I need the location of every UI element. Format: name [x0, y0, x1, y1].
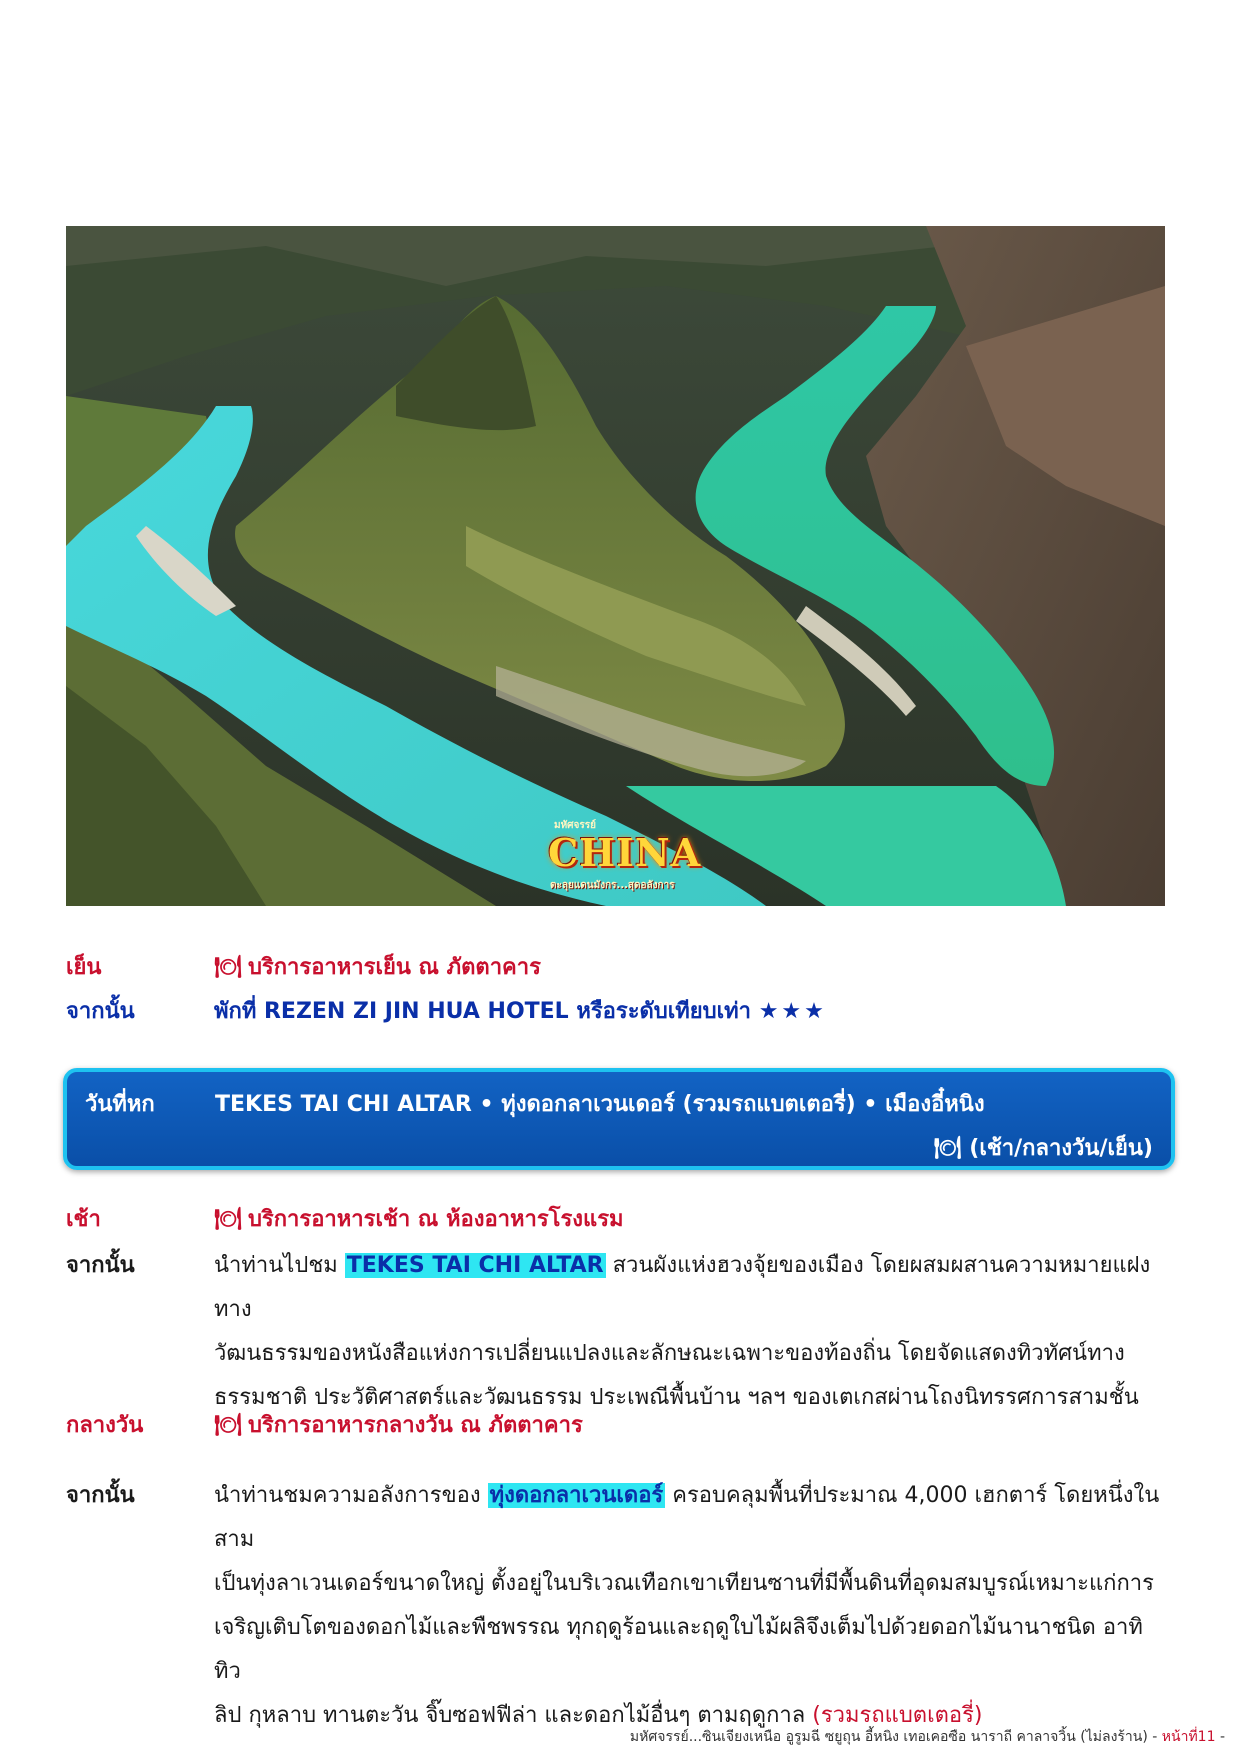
page-number: หน้าที่11 — [1161, 1729, 1216, 1745]
lavender-prefix: นำท่านชมความอลังการของ — [214, 1483, 481, 1508]
lavender-highlight: ทุ่งดอกลาเวนเดอร์ — [489, 1483, 664, 1508]
altar-line-2: วัฒนธรรมของหนังสือแห่งการเปลี่ยนแปลงและลักษณะเฉพาะของท้องถิ่น โดยจัดแสดงทิวทัศน์ทาง — [214, 1341, 1125, 1366]
lavender-line-1 — [214, 1474, 1176, 1562]
altar-line-3: ธรรมชาติ ประวัติศาสตร์และวัฒนธรรม ประเพณีพื้นบ้าน ฯลฯ ของเตเกสผ่านโถงนิทรรศการสามชั้น — [214, 1385, 1139, 1410]
lavender-visit-label: จากนั้น — [66, 1483, 135, 1508]
footer-text: มหัศจรรย์...ซินเจียงเหนือ อูรูมฉี ซยูถุน อี้หนิง เทอเคอซือ นาราถี คาลาจวิ้น (ไม่ลงร้าน) - — [629, 1729, 1158, 1745]
lavender-line-2: เป็นทุ่งลาเวนเดอร์ขนาดใหญ่ ตั้งอยู่ในบริเวณเทือกเขาเทียนซานที่มีพื้นดินที่อุดมสมบูรณ์เหมาะแก่การ — [214, 1571, 1154, 1596]
hotel-content — [214, 990, 1176, 1034]
hero-photo — [66, 226, 1165, 906]
altar-highlight: TEKES TAI CHI ALTAR — [346, 1253, 604, 1278]
star-rating-icon: ★★★ — [758, 999, 827, 1024]
plate-cutlery-icon: 🍽 — [214, 1413, 242, 1438]
dinner-text: บริการอาหารเย็น ณ ภัตตาคาร — [247, 955, 541, 980]
day-route: TEKES TAI CHI ALTAR • ทุ่งดอกลาเวนเดอร์ (รวมรถแบตเตอรี่) • เมืองอี๋หนิง — [215, 1092, 985, 1117]
plate-cutlery-icon: 🍽 — [933, 1136, 962, 1161]
dinner-content — [214, 946, 1176, 990]
altar-prefix: นำท่านไปชม — [214, 1253, 338, 1278]
lunch-label: กลางวัน — [66, 1413, 144, 1438]
logo-bottom-text: ตะลุยแดนมังกร...สุดอลังการ — [550, 880, 675, 891]
altar-visit-content — [214, 1244, 1176, 1420]
footer-dash: - — [1219, 1729, 1225, 1745]
breakfast-content — [214, 1198, 1176, 1242]
logo-top-text: มหัศจรรย์ — [554, 820, 596, 831]
battery-car-note: (รวมรถแบตเตอรี่) — [812, 1703, 983, 1728]
day-label: วันที่หก — [85, 1092, 155, 1117]
breakfast-text: บริการอาหารเช้า ณ ห้องอาหารโรงแรม — [247, 1207, 624, 1232]
altar-line-1-rest: สวนผังแห่งฮวงจุ้ยของเมือง โดยผสมผสานความหมายแฝงทาง — [214, 1253, 1151, 1322]
day-six-banner — [63, 1068, 1175, 1170]
lunch-text: บริการอาหารกลางวัน ณ ภัตตาคาร — [247, 1413, 583, 1438]
lavender-line-3: เจริญเติบโตของดอกไม้และพืชพรรณ ทุกฤดูร้อนและฤดูใบไม้ผลิจึงเต็มไปด้วยดอกไม้นานาชนิด อาทิ ทิว — [214, 1615, 1143, 1684]
dinner-label: เย็น — [66, 955, 102, 980]
altar-line-1 — [214, 1244, 1176, 1332]
hotel-label: จากนั้น — [66, 999, 135, 1024]
breakfast-label: เช้า — [66, 1207, 101, 1232]
hotel-text: พักที่ REZEN ZI JIN HUA HOTEL หรือระดับเทียบเท่า — [214, 999, 752, 1024]
plate-cutlery-icon: 🍽 — [214, 955, 242, 980]
lavender-visit-content — [214, 1474, 1176, 1738]
china-tour-logo — [530, 816, 718, 906]
lavender-line-4-start: ลิป กุหลาบ ทานตะวัน จิ๊บซอฟฟีล่า และดอกไม้อื่นๆ ตามฤดูกาล — [214, 1703, 806, 1728]
lavender-line-1-rest: ครอบคลุมพื้นที่ประมาณ 4,000 เฮกตาร์ โดยหนึ่งในสาม — [214, 1483, 1160, 1552]
canyon-river-illustration — [66, 226, 1165, 906]
page-footer — [630, 1726, 1225, 1748]
logo-main-text: CHINA — [548, 830, 702, 875]
altar-visit-label: จากนั้น — [66, 1253, 135, 1278]
day-meals-text: (เช้า/กลางวัน/เย็น) — [969, 1136, 1153, 1161]
lunch-content — [214, 1404, 1176, 1448]
plate-cutlery-icon: 🍽 — [214, 1207, 242, 1232]
day-meals — [934, 1130, 1153, 1165]
